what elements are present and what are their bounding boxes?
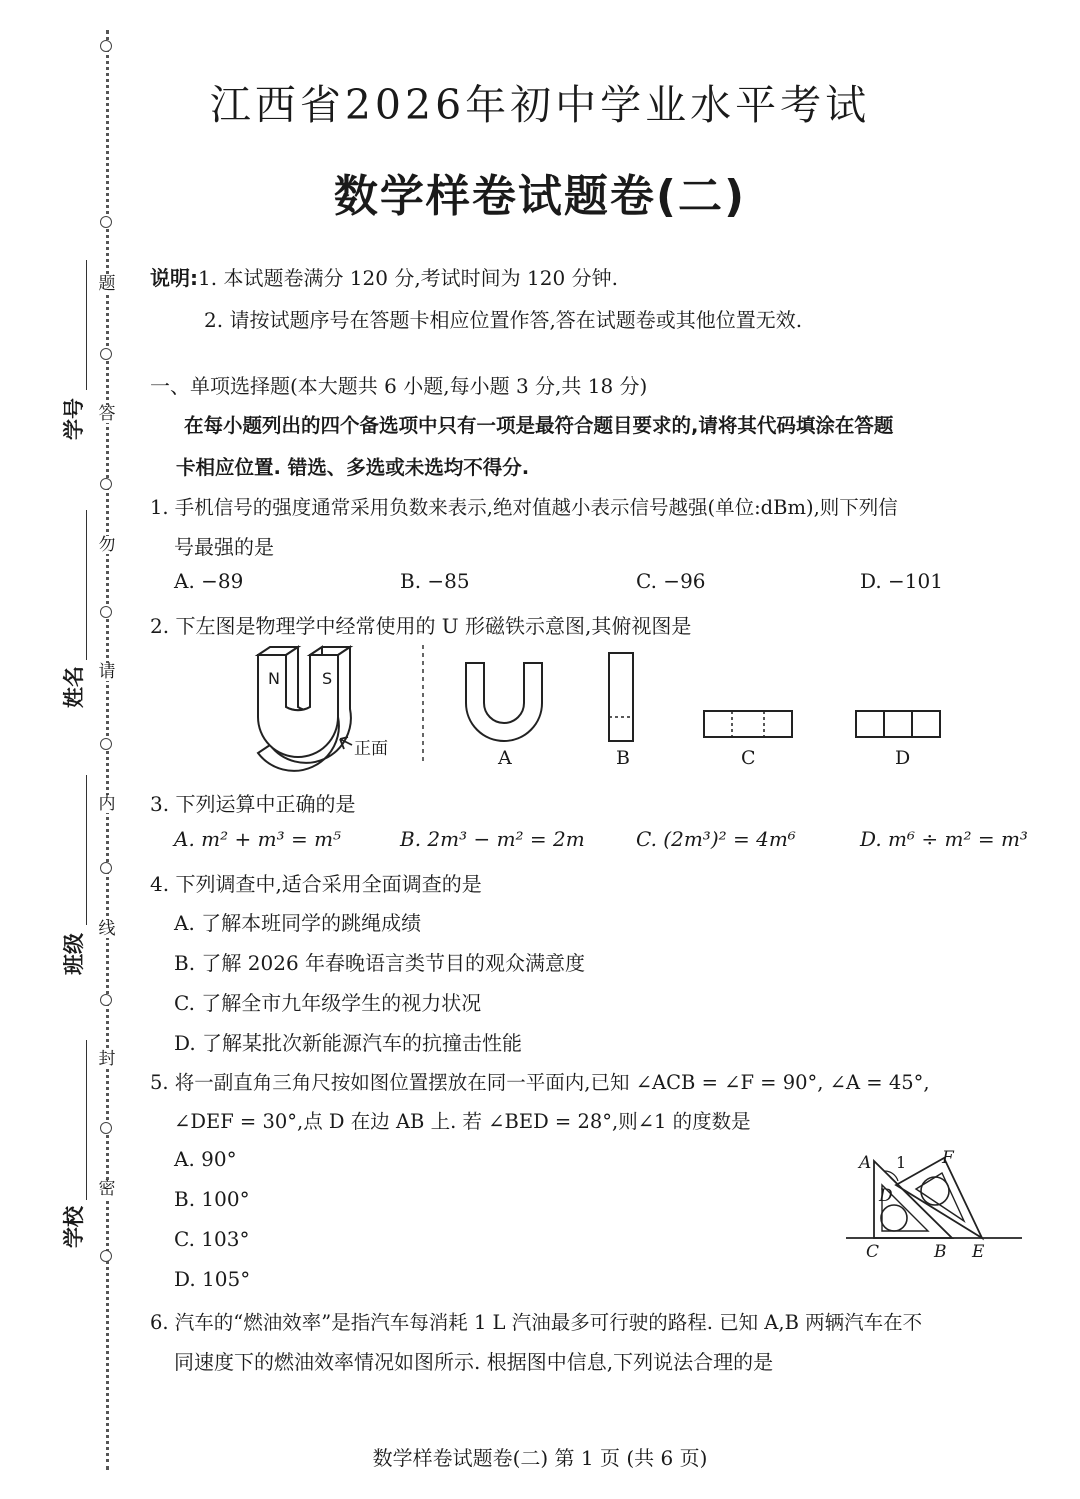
field-underline	[86, 775, 87, 925]
section-desc-line2: 卡相应位置. 错选、多选或未选均不得分.	[176, 456, 530, 479]
seal-char: 内	[98, 794, 116, 814]
binding-ring	[100, 738, 112, 750]
q3-stem: 3. 下列运算中正确的是	[150, 792, 356, 816]
q4-option-a: A. 了解本班同学的跳绳成绩	[174, 911, 422, 935]
q2-option-c-label: C	[741, 747, 756, 769]
section-heading: 一、单项选择题(本大题共 6 小题,每小题 3 分,共 18 分)	[150, 374, 648, 398]
seal-char: 线	[98, 919, 116, 939]
q1-option-b: B. −85	[400, 569, 470, 593]
q6-stem-line1: 6. 汽车的“燃油效率”是指汽车每消耗 1 L 汽油最多可行驶的路程. 已知 A,B 两辆汽车在不	[150, 1311, 923, 1334]
q5-angle-1: 1	[896, 1153, 907, 1172]
magnet-s-label: S	[322, 669, 333, 688]
q3-option-a: A. m² + m³ = m⁵	[174, 827, 342, 851]
option-c-figure	[704, 711, 792, 737]
q5-point-b: B	[934, 1242, 947, 1262]
binding-ring	[100, 348, 112, 360]
field-label: 班级	[62, 933, 86, 975]
q5-point-a: A	[859, 1153, 872, 1173]
q5-point-d: D	[879, 1186, 893, 1206]
seal-char: 答	[98, 404, 116, 424]
q4-stem: 4. 下列调查中,适合采用全面调查的是	[150, 872, 482, 896]
name-field[interactable]	[58, 510, 88, 710]
q2-option-a-label: A	[498, 747, 512, 769]
instructions-line1	[150, 262, 618, 291]
binding-ring	[100, 606, 112, 618]
field-label: 姓名	[62, 666, 86, 708]
q5-stem-line2: ∠DEF = 30°,点 D 在边 AB 上. 若 ∠BED = 28°,则∠1 的度数是	[174, 1110, 751, 1133]
q2-figures	[240, 645, 800, 775]
binding-ring	[100, 40, 112, 52]
seal-char: 请	[98, 662, 116, 682]
seal-char: 题	[98, 274, 116, 294]
q4-option-b: B. 了解 2026 年春晚语言类节目的观众满意度	[174, 951, 586, 975]
q1-option-c: C. −96	[636, 569, 706, 593]
field-label: 学号	[62, 398, 86, 440]
q5-option-b: B. 100°	[174, 1187, 250, 1211]
q4-option-d: D. 了解某批次新能源汽车的抗撞击性能	[174, 1031, 523, 1055]
exam-subtitle: 数学样卷试题卷(二)	[333, 171, 747, 222]
field-label: 学校	[62, 1206, 86, 1248]
q1-option-a: A. −89	[174, 569, 244, 593]
field-underline	[86, 510, 87, 660]
q5-point-c: C	[866, 1242, 880, 1262]
field-underline	[86, 1040, 87, 1200]
page-footer: 数学样卷试题卷(二) 第 1 页 (共 6 页)	[372, 1446, 708, 1470]
school-field[interactable]	[58, 1040, 88, 1250]
q2-stem: 2. 下左图是物理学中经常使用的 U 形磁铁示意图,其俯视图是	[150, 614, 692, 638]
q3-option-c: C. (2m³)² = 4m⁶	[636, 827, 796, 851]
q5-point-e: E	[972, 1242, 985, 1262]
student-id-field[interactable]	[58, 250, 88, 450]
instructions-text: 1. 本试题卷满分 120 分,考试时间为 120 分钟.	[198, 266, 618, 290]
q5-stem-line1: 5. 将一副直角三角尺按如图位置摆放在同一平面内,已知 ∠ACB = ∠F = 90°, ∠A = 45°,	[150, 1071, 930, 1094]
magnet-n-label: N	[268, 669, 280, 688]
binding-ring	[100, 1122, 112, 1134]
q3-option-d: D. m⁶ ÷ m² = m³	[860, 827, 1028, 851]
binding-ring	[100, 994, 112, 1006]
instructions-label: 说明:	[150, 266, 198, 290]
seal-char: 勿	[98, 535, 116, 555]
q4-option-c: C. 了解全市九年级学生的视力状况	[174, 991, 482, 1015]
option-a-figure	[466, 663, 542, 741]
section-desc-line1: 在每小题列出的四个备选项中只有一项是最符合题目要求的,请将其代码填涂在答题	[184, 414, 894, 437]
q5-option-a: A. 90°	[174, 1147, 237, 1171]
q5-option-d: D. 105°	[174, 1267, 251, 1291]
q5-option-c: C. 103°	[174, 1227, 250, 1251]
instructions-line2: 2. 请按试题序号在答题卡相应位置作答,答在试题卷或其他位置无效.	[204, 308, 803, 332]
class-field[interactable]	[58, 775, 88, 975]
q5-point-f: F	[942, 1148, 954, 1168]
binding-ring	[100, 478, 112, 490]
option-d-figure	[854, 708, 944, 744]
field-underline	[86, 260, 87, 390]
q2-option-d-label: D	[895, 747, 911, 769]
q1-stem-line1: 1. 手机信号的强度通常采用负数来表示,绝对值越小表示信号越强(单位:dBm),则下列信	[150, 496, 898, 519]
seal-char: 封	[98, 1049, 116, 1069]
binding-ring	[100, 1250, 112, 1262]
magnet-front-label: 正面	[354, 739, 388, 759]
q1-stem-line2: 号最强的是	[174, 535, 274, 559]
q1-option-d: D. −101	[860, 569, 943, 593]
binding-ring	[100, 862, 112, 874]
q6-stem-line2: 同速度下的燃油效率情况如图所示. 根据图中信息,下列说法合理的是	[174, 1350, 774, 1374]
q3-option-b: B. 2m³ − m² = 2m	[400, 827, 585, 851]
u-magnet-illustration	[258, 647, 351, 771]
seal-char: 密	[98, 1179, 116, 1199]
exam-title: 江西省2026年初中学业水平考试	[209, 81, 871, 129]
q2-option-b-label: B	[616, 747, 630, 769]
option-b-figure	[609, 653, 633, 741]
